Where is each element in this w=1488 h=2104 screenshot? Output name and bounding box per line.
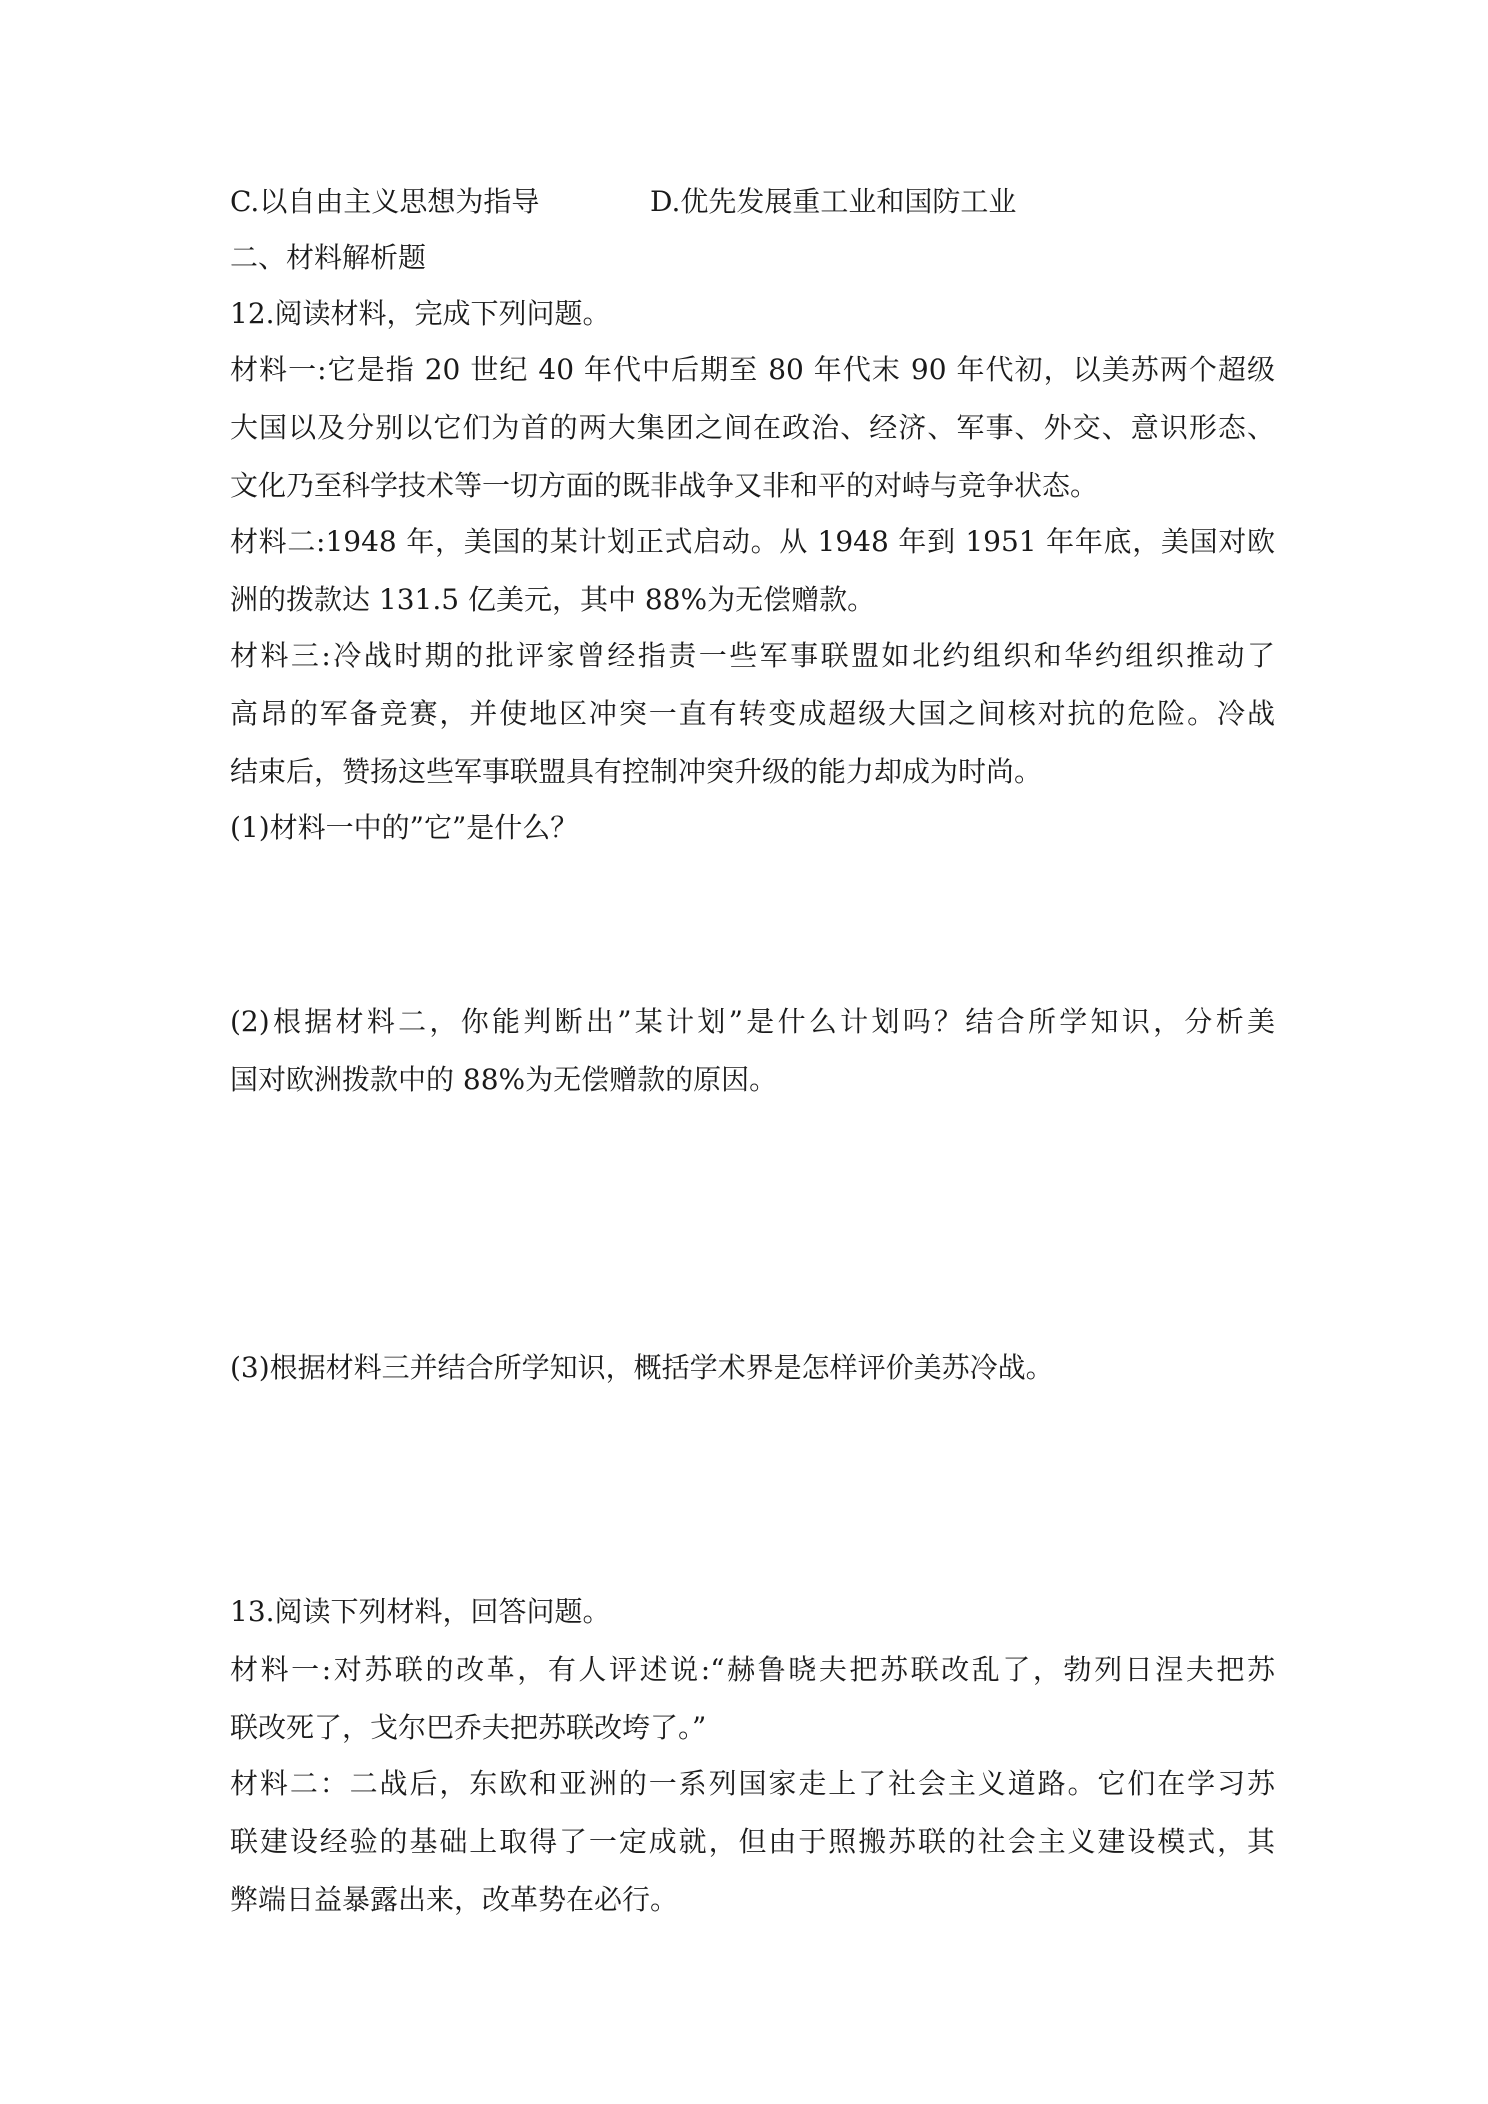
q13-material-1-line-1: 材料一:对苏联的改革，有人评述说:“赫鲁晓夫把苏联改乱了，勃列日涅夫把苏 [230, 1653, 1275, 1686]
q12-sub-question-1: (1)材料一中的”它”是什么？ [230, 811, 579, 844]
q12-material-1-line-3: 文化乃至科学技术等一切方面的既非战争又非和平的对峙与竞争状态。 [230, 469, 1099, 502]
q12-sub-question-3: (3)根据材料三并结合所学知识，概括学术界是怎样评价美苏冷战。 [230, 1351, 1054, 1384]
question-12-title: 12.阅读材料，完成下列问题。 [230, 297, 611, 330]
q13-material-2-line-2: 联建设经验的基础上取得了一定成就，但由于照搬苏联的社会主义建设模式，其 [230, 1825, 1275, 1858]
q13-material-2-line-3: 弊端日益暴露出来，改革势在必行。 [230, 1883, 679, 1916]
question-13-title: 13.阅读下列材料，回答问题。 [230, 1595, 611, 1628]
q12-material-2-line-2: 洲的拨款达 131.5 亿美元，其中 88%为无偿赠款。 [230, 583, 876, 616]
q12-sub-question-2-line-1: (2)根据材料二，你能判断出”某计划”是什么计划吗？结合所学知识，分析美 [230, 1005, 1275, 1038]
q12-material-3-line-2: 高昂的军备竞赛，并使地区冲突一直有转变成超级大国之间核对抗的危险。冷战 [230, 697, 1275, 730]
option-d: D.优先发展重工业和国防工业 [650, 185, 1017, 218]
option-c: C.以自由主义思想为指导 [230, 185, 540, 218]
q12-material-3-line-1: 材料三:冷战时期的批评家曾经指责一些军事联盟如北约组织和华约组织推动了 [230, 639, 1275, 672]
choice-options-row [230, 182, 1275, 222]
document-page [230, 0, 1275, 2104]
section-title: 二、材料解析题 [230, 241, 427, 274]
q12-material-2-line-1: 材料二:1948 年，美国的某计划正式启动。从 1948 年到 1951 年年底，美国对欧 [230, 525, 1275, 558]
q13-material-2-line-1: 材料二：二战后，东欧和亚洲的一系列国家走上了社会主义道路。它们在学习苏 [230, 1767, 1275, 1800]
q12-material-1-line-2: 大国以及分别以它们为首的两大集团之间在政治、经济、军事、外交、意识形态、 [230, 411, 1275, 444]
q12-material-1-line-1: 材料一:它是指 20 世纪 40 年代中后期至 80 年代末 90 年代初，以美苏两个超级 [230, 353, 1275, 386]
q13-material-1-line-2: 联改死了，戈尔巴乔夫把苏联改垮了。” [230, 1711, 707, 1744]
q12-material-3-line-3: 结束后，赞扬这些军事联盟具有控制冲突升级的能力却成为时尚。 [230, 755, 1043, 788]
q12-sub-question-2-line-2: 国对欧洲拨款中的 88%为无偿赠款的原因。 [230, 1063, 778, 1096]
